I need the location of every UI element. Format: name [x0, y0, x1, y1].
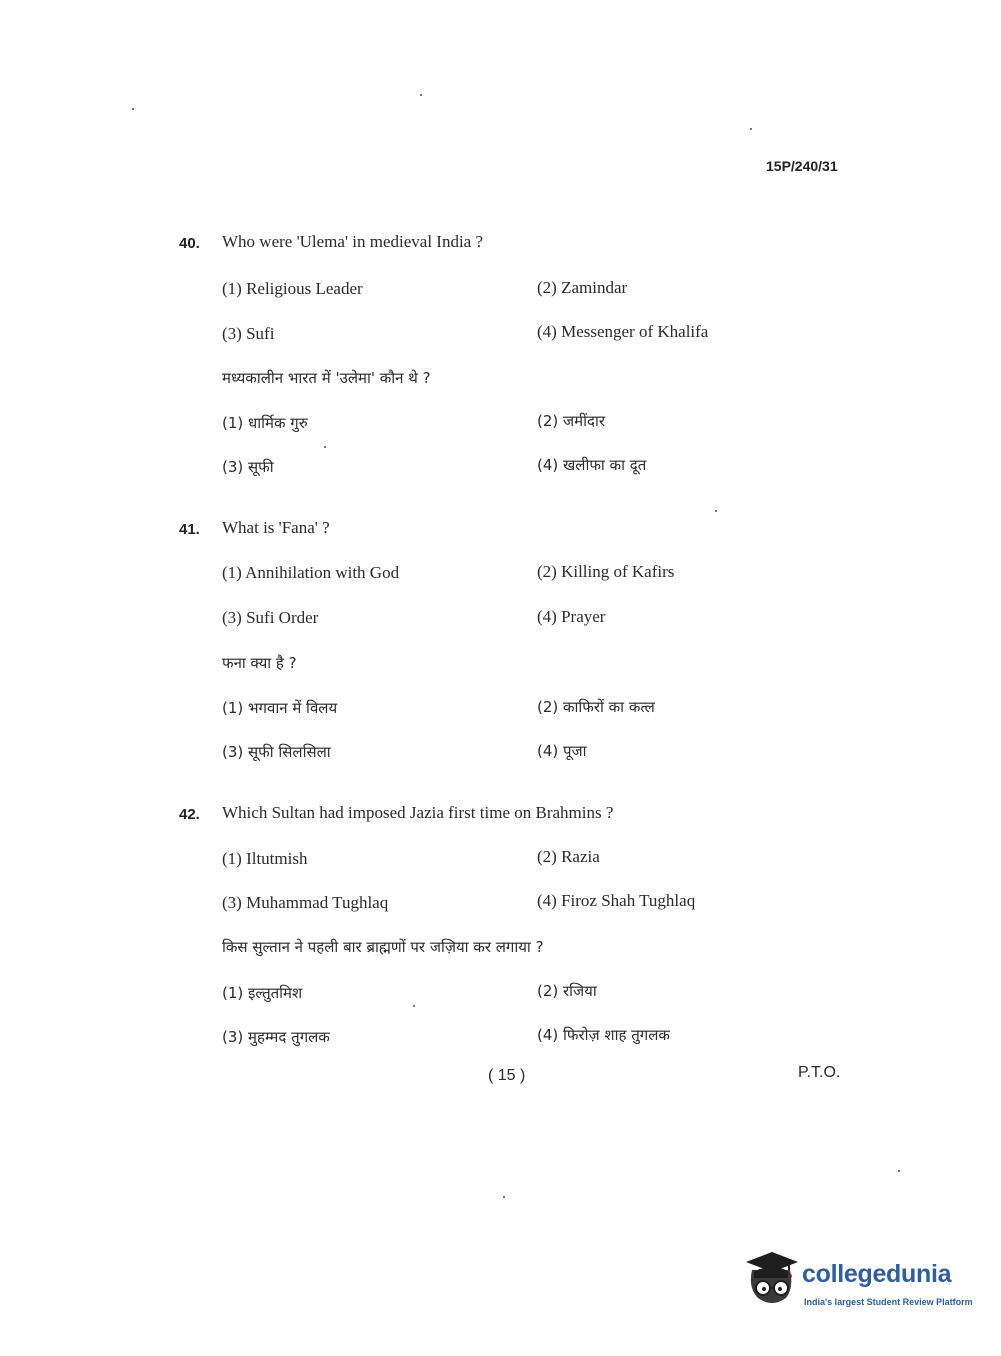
option-en-3: (3) Sufi Order [222, 608, 319, 627]
option-hi-1: (1) धार्मिक गुरु [222, 414, 308, 432]
option-hi-1: (1) भगवान में विलय [222, 699, 338, 717]
option-en-3: (3) Muhammad Tughlaq [222, 893, 389, 912]
question-number: 41. [179, 521, 200, 538]
collegedunia-logo [742, 1248, 973, 1318]
logo-tagline: India's largest Student Review Platform [804, 1297, 973, 1307]
logo-wordmark: collegedunia [802, 1260, 952, 1288]
question-text-en: Which Sultan had imposed Jazia first time on Brahmins ? [222, 803, 614, 822]
option-hi-2: (2) काफिरों का कत्ल [537, 698, 655, 716]
option-en-1: (1) Annihilation with God [222, 563, 400, 582]
question-text-hi: फना क्या है ? [222, 654, 297, 672]
option-en-1: (1) Iltutmish [222, 849, 308, 868]
option-hi-1: (1) इल्तुतमिश [222, 984, 303, 1002]
question-text-en: What is 'Fana' ? [222, 518, 330, 537]
question-text-hi: मध्यकालीन भारत में 'उलेमा' कौन थे ? [222, 369, 431, 387]
option-hi-4: (4) पूजा [537, 742, 587, 760]
question-number: 42. [179, 806, 200, 823]
paper-code: 15P/240/31 [766, 158, 838, 174]
option-en-2: (2) Killing of Kafirs [537, 562, 675, 581]
scan-speck [324, 446, 326, 448]
question-text-en: Who were 'Ulema' in medieval India ? [222, 232, 484, 251]
pto-label: P.T.O. [798, 1064, 841, 1081]
option-hi-4: (4) खलीफा का दूत [537, 456, 647, 474]
option-en-2: (2) Zamindar [537, 278, 628, 297]
option-hi-2: (2) जमींदार [537, 412, 605, 430]
option-en-4: (4) Prayer [537, 607, 606, 626]
question-text-hi: किस सुल्तान ने पहली बार ब्राह्मणों पर जज़िया कर लगाया ? [222, 938, 544, 956]
option-hi-3: (3) सूफी [222, 458, 274, 476]
option-en-4: (4) Firoz Shah Tughlaq [537, 891, 696, 910]
option-en-1: (1) Religious Leader [222, 279, 363, 298]
scan-speck [750, 128, 752, 130]
option-en-3: (3) Sufi [222, 324, 275, 343]
scan-speck [503, 1196, 505, 1198]
option-en-2: (2) Razia [537, 847, 600, 866]
mascot-icon [742, 1248, 802, 1310]
scan-speck [413, 1005, 415, 1007]
scan-speck [132, 108, 134, 110]
scan-speck [715, 510, 717, 512]
question-number: 40. [179, 235, 200, 252]
option-en-4: (4) Messenger of Khalifa [537, 322, 709, 341]
page-number: ( 15 ) [488, 1067, 526, 1084]
option-hi-4: (4) फिरोज़ शाह तुगलक [537, 1026, 670, 1044]
option-hi-2: (2) रजिया [537, 982, 597, 1000]
option-hi-3: (3) सूफी सिलसिला [222, 743, 331, 761]
option-hi-3: (3) मुहम्मद तुगलक [222, 1028, 330, 1046]
scan-speck [898, 1170, 900, 1172]
scan-speck [420, 94, 422, 96]
